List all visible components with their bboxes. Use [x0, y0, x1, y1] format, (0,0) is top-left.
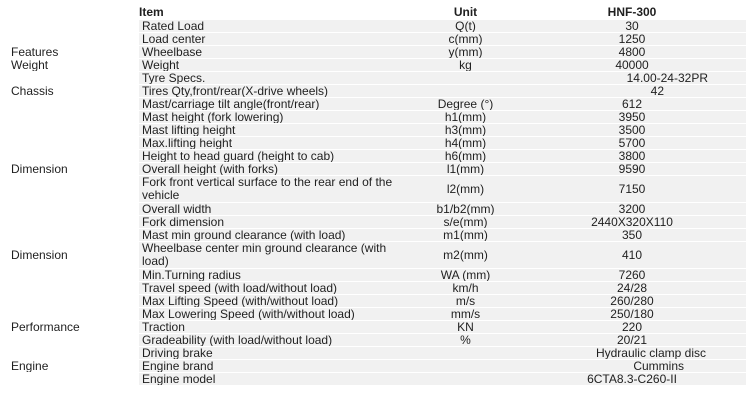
item-cell: Wheelbase: [139, 46, 413, 59]
header-unit: Unit: [413, 5, 518, 20]
table-row: [8, 33, 746, 46]
unit-cell: [413, 373, 518, 386]
category-cell: [8, 334, 139, 347]
table-row: [8, 282, 746, 295]
value-cell: 2440X320X110: [518, 216, 746, 229]
unit-cell: h4(mm): [413, 137, 518, 150]
value-cell: 24/28: [518, 282, 746, 295]
value-cell: 220: [518, 321, 746, 334]
value-cell: 410: [518, 242, 746, 269]
unit-cell: WA (mm): [413, 269, 518, 282]
table-row: [8, 150, 746, 163]
unit-cell: h1(mm): [413, 111, 518, 124]
value-cell: 3500: [518, 124, 746, 137]
item-cell: Min.Turning radius: [139, 269, 413, 282]
unit-cell: m1(mm): [413, 229, 518, 242]
category-cell: Features: [8, 46, 139, 59]
spec-table: [8, 4, 746, 385]
header-model: HNF-300: [518, 5, 746, 20]
item-cell: Max Lowering Speed (with/without load): [139, 308, 413, 321]
category-cell: [8, 20, 139, 33]
item-cell: Load center: [139, 33, 413, 46]
unit-cell: [413, 72, 518, 85]
item-cell: Tires Qty,front/rear(X-drive wheels): [139, 85, 413, 98]
item-cell: Mast min ground clearance (with load): [139, 229, 413, 242]
category-cell: [8, 203, 139, 216]
value-cell: 612: [518, 98, 746, 111]
value-cell: Hydraulic clamp disc: [518, 347, 746, 360]
unit-cell: km/h: [413, 282, 518, 295]
unit-cell: kg: [413, 59, 518, 72]
item-cell: Fork front vertical surface to the rear end of the vehicle: [139, 176, 413, 203]
item-cell: Mast lifting height: [139, 124, 413, 137]
category-cell: [8, 308, 139, 321]
table-row: [8, 360, 746, 373]
table-row: [8, 72, 746, 85]
item-cell: Engine model: [139, 373, 413, 386]
item-cell: Fork dimension: [139, 216, 413, 229]
category-cell: [8, 176, 139, 203]
value-cell: 30: [518, 20, 746, 33]
item-cell: Overall height (with forks): [139, 163, 413, 176]
table-row: [8, 216, 746, 229]
value-cell: 4800: [518, 46, 746, 59]
table-row: [8, 46, 746, 59]
category-cell: [8, 33, 139, 46]
value-cell: 3200: [518, 203, 746, 216]
table-row: [8, 137, 746, 150]
item-cell: Traction: [139, 321, 413, 334]
table-row: [8, 111, 746, 124]
category-cell: [8, 229, 139, 242]
item-cell: Mast/carriage tilt angle(front/rear): [139, 98, 413, 111]
unit-cell: s/e(mm): [413, 216, 518, 229]
table-row: [8, 295, 746, 308]
item-cell: Travel speed (with load/without load): [139, 282, 413, 295]
table-row: [8, 347, 746, 360]
item-cell: Gradeability (with load/without load): [139, 334, 413, 347]
unit-cell: Degree (°): [413, 98, 518, 111]
value-cell: 9590: [518, 163, 746, 176]
unit-cell: [413, 347, 518, 360]
unit-cell: h3(mm): [413, 124, 518, 137]
category-cell: Dimension: [8, 163, 139, 176]
unit-cell: m2(mm): [413, 242, 518, 269]
table-row: [8, 203, 746, 216]
unit-cell: y(mm): [413, 46, 518, 59]
unit-cell: h6(mm): [413, 150, 518, 163]
category-cell: Engine: [8, 360, 139, 373]
table-row: [8, 242, 746, 269]
value-cell: 350: [518, 229, 746, 242]
value-cell: 260/280: [518, 295, 746, 308]
item-cell: Max.lifting height: [139, 137, 413, 150]
item-cell: Mast height (fork lowering): [139, 111, 413, 124]
table-row: [8, 176, 746, 203]
category-cell: [8, 216, 139, 229]
category-cell: [8, 373, 139, 386]
category-cell: [8, 282, 139, 295]
value-cell: 6CTA8.3-C260-II: [518, 373, 746, 386]
value-cell: 3950: [518, 111, 746, 124]
unit-cell: b1/b2(mm): [413, 203, 518, 216]
table-row: [8, 269, 746, 282]
table-row: [8, 373, 746, 386]
item-cell: Tyre Specs.: [139, 72, 413, 85]
table-row: [8, 20, 746, 33]
value-cell: 1250: [518, 33, 746, 46]
value-cell: Cummins: [518, 360, 746, 373]
category-cell: [8, 347, 139, 360]
category-cell: Weight: [8, 59, 139, 72]
unit-cell: l1(mm): [413, 163, 518, 176]
unit-cell: [413, 85, 518, 98]
category-cell: [8, 124, 139, 137]
category-cell: [8, 111, 139, 124]
value-cell: 42: [518, 85, 746, 98]
item-cell: Engine brand: [139, 360, 413, 373]
value-cell: 40000: [518, 59, 746, 72]
category-cell: Chassis: [8, 85, 139, 98]
unit-cell: %: [413, 334, 518, 347]
unit-cell: KN: [413, 321, 518, 334]
unit-cell: Q(t): [413, 20, 518, 33]
category-cell: [8, 72, 139, 85]
unit-cell: mm/s: [413, 308, 518, 321]
value-cell: 14.00-24-32PR: [518, 72, 746, 85]
table-row: [8, 321, 746, 334]
unit-cell: m/s: [413, 295, 518, 308]
value-cell: 250/180: [518, 308, 746, 321]
table-row: [8, 98, 746, 111]
category-cell: [8, 295, 139, 308]
table-body: [8, 20, 746, 386]
category-cell: [8, 137, 139, 150]
table-header-row: [8, 5, 746, 20]
header-item: Item: [8, 5, 413, 20]
item-cell: Max Lifting Speed (with/without load): [139, 295, 413, 308]
value-cell: 3800: [518, 150, 746, 163]
category-cell: [8, 269, 139, 282]
item-cell: Wheelbase center min ground clearance (with load): [139, 242, 413, 269]
item-cell: Height to head guard (height to cab): [139, 150, 413, 163]
table-row: [8, 163, 746, 176]
value-cell: 7150: [518, 176, 746, 203]
category-cell: Performance: [8, 321, 139, 334]
table-row: [8, 124, 746, 137]
item-cell: Weight: [139, 59, 413, 72]
table-row: [8, 229, 746, 242]
value-cell: 7260: [518, 269, 746, 282]
unit-cell: [413, 360, 518, 373]
unit-cell: c(mm): [413, 33, 518, 46]
table-row: [8, 308, 746, 321]
value-cell: 20/21: [518, 334, 746, 347]
table-row: [8, 85, 746, 98]
table-row: [8, 59, 746, 72]
category-cell: [8, 150, 139, 163]
category-cell: Dimension: [8, 242, 139, 269]
item-cell: Driving brake: [139, 347, 413, 360]
unit-cell: l2(mm): [413, 176, 518, 203]
table-row: [8, 334, 746, 347]
item-cell: Overall width: [139, 203, 413, 216]
value-cell: 5700: [518, 137, 746, 150]
category-cell: [8, 98, 139, 111]
item-cell: Rated Load: [139, 20, 413, 33]
